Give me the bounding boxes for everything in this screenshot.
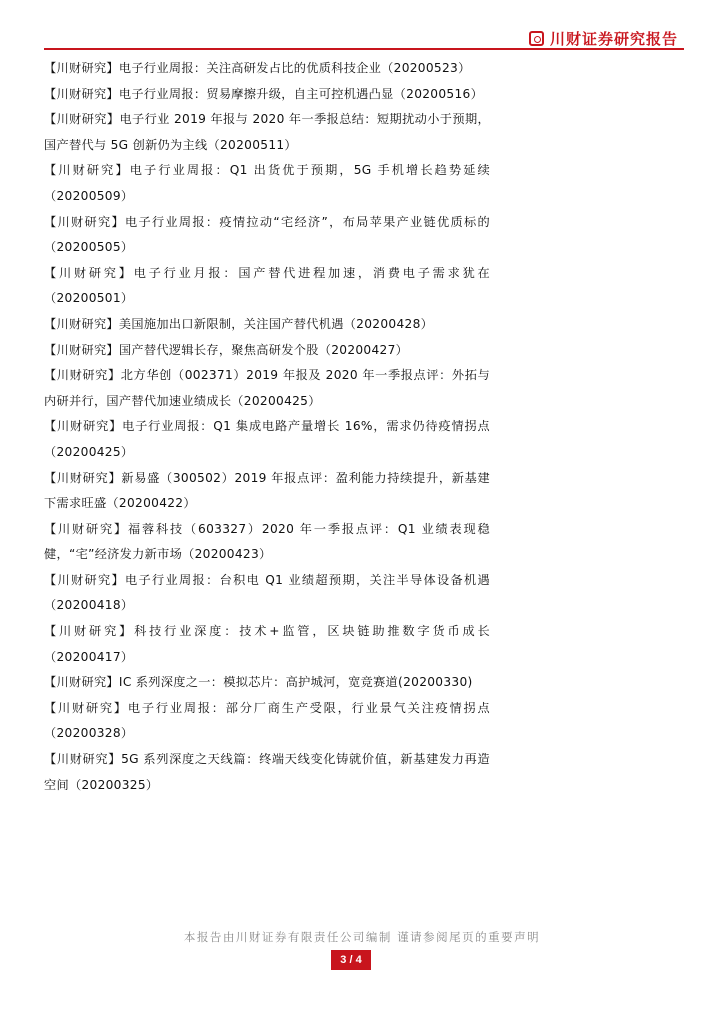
report-title: 【川财研究】国产替代逻辑长存，聚焦高研发个股（20200427） <box>44 342 409 357</box>
list-item <box>44 210 490 261</box>
brand-name: 川财证券研究报告 <box>549 30 678 48</box>
report-title: 【川财研究】电子行业周报：部分厂商生产受限，行业景气关注疫情拐点（20200328） <box>44 700 490 741</box>
page-header <box>44 24 684 48</box>
list-item <box>44 466 490 517</box>
brand <box>529 28 678 49</box>
list-item <box>44 158 490 209</box>
list-item <box>44 261 490 312</box>
report-title: 【川财研究】电子行业周报：疫情拉动“宅经济”，布局苹果产业链优质标的（20200505） <box>44 214 490 255</box>
related-reports-list <box>44 56 490 798</box>
report-title: 【川财研究】新易盛（300502）2019 年报点评：盈利能力持续提升，新基建下需求旺盛（20200422） <box>44 470 490 511</box>
list-item <box>44 56 490 82</box>
report-title: 【川财研究】电子行业月报：国产替代进程加速，消费电子需求犹在（20200501） <box>44 265 490 306</box>
report-title: 【川财研究】电子行业周报：贸易摩擦升级，自主可控机遇凸显（20200516） <box>44 86 484 101</box>
list-item <box>44 696 490 747</box>
report-title: 【川财研究】美国施加出口新限制，关注国产替代机遇（20200428） <box>44 316 434 331</box>
page-number: 3 / 4 <box>331 950 371 970</box>
report-title: 【川财研究】福蓉科技（603327）2020 年一季报点评：Q1 业绩表现稳健，“宅”经济发力新市场（20200423） <box>44 521 490 562</box>
list-item <box>44 363 490 414</box>
report-title: 【川财研究】电子行业周报：台积电 Q1 业绩超预期，关注半导体设备机遇（20200418） <box>44 572 490 613</box>
report-title: 【川财研究】科技行业深度：技术+监管，区块链助推数字货币成长（20200417） <box>44 624 490 664</box>
list-item <box>44 82 490 108</box>
report-title: 【川财研究】电子行业周报：Q1 出货优于预期，5G 手机增长趋势延续（20200509） <box>44 163 490 203</box>
report-title: 【川财研究】IC 系列深度之一：模拟芯片：高护城河，宽竞赛道(20200330) <box>44 675 473 690</box>
list-item <box>44 107 490 158</box>
list-item <box>44 747 490 798</box>
brand-logo-icon <box>529 31 544 46</box>
report-title: 【川财研究】北方华创（002371）2019 年报及 2020 年一季报点评：外拓与内研并行，国产替代加速业绩成长（20200425） <box>44 368 490 408</box>
report-title: 【川财研究】电子行业 2019 年报与 2020 年一季报总结：短期扰动小于预期，国产替代与 5G 创新仍为主线（20200511） <box>44 112 490 152</box>
list-item <box>44 312 490 338</box>
list-item <box>44 338 490 364</box>
report-title: 【川财研究】电子行业周报：关注高研发占比的优质科技企业（20200523） <box>44 61 471 75</box>
list-item <box>44 414 490 465</box>
list-item <box>44 517 490 568</box>
report-title: 【川财研究】电子行业周报：Q1 集成电路产量增长 16%，需求仍待疫情拐点（20200425） <box>44 419 490 459</box>
list-item <box>44 619 490 670</box>
report-title: 【川财研究】5G 系列深度之天线篇：终端天线变化铸就价值，新基建发力再造空间（20200325） <box>44 752 490 792</box>
footer-disclaimer: 本报告由川财证券有限责任公司编制 谨请参阅尾页的重要声明 <box>183 930 541 944</box>
list-item <box>44 670 490 696</box>
list-item <box>44 568 490 619</box>
header-divider <box>44 48 684 50</box>
